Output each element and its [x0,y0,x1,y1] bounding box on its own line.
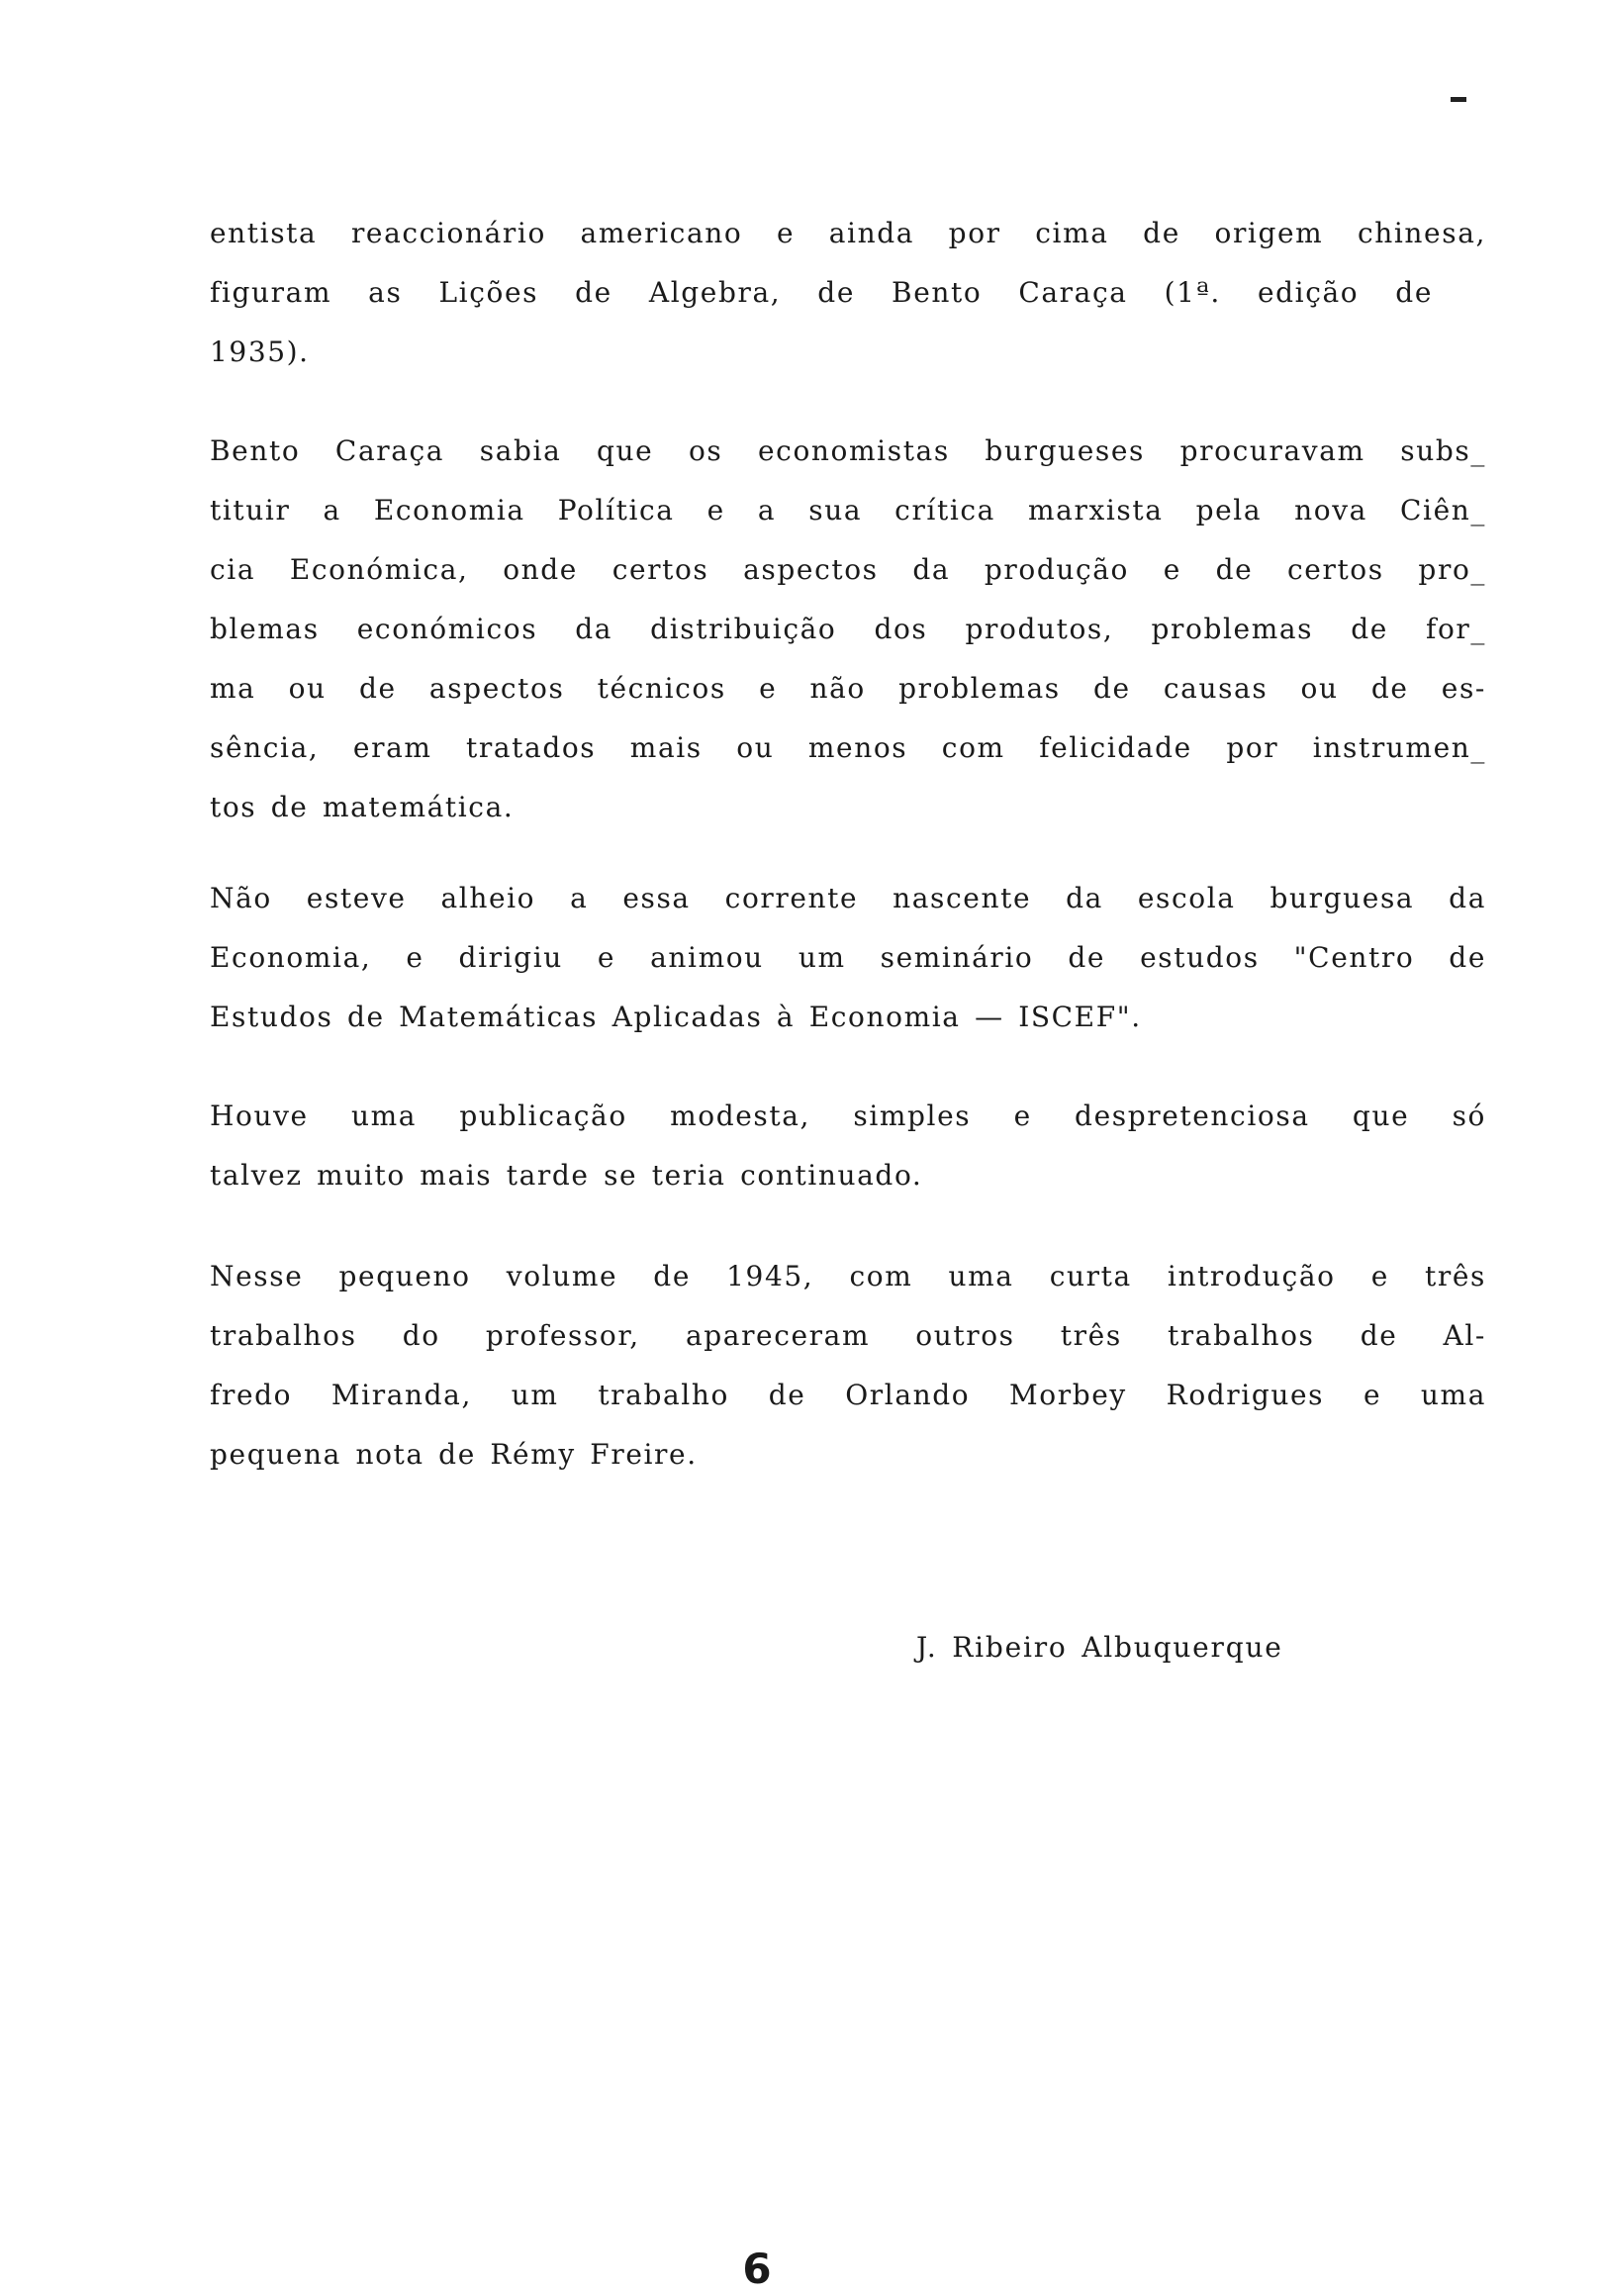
paragraph-line: talvez muito mais tarde se teria continuado. [210,1159,923,1192]
paragraph-line: pequena nota de Rémy Freire. [210,1438,698,1471]
paragraph-line: sência, eram tratados mais ou menos com felicidade por instrumen_ [210,731,1486,764]
page-number: 6 [742,2245,772,2293]
paragraph-4 [210,1087,1486,1205]
paragraph-line: Não esteve alheio a essa corrente nascente da escola burguesa da [210,882,1486,914]
paragraph-line: blemas económicos da distribuição dos produtos, problemas de for_ [210,613,1486,645]
corner-dash-mark [1451,97,1466,102]
paragraph-1 [210,204,1486,382]
paragraph-line: Estudos de Matemáticas Aplicadas à Economia — ISCEF". [210,1001,1142,1033]
paragraph-line: entista reaccionário americano e ainda por cima de origem chinesa, [210,217,1486,249]
paragraph-line: tos de matemática. [210,791,515,823]
paragraph-line: Nesse pequeno volume de 1945, com uma curta introdução e três [210,1260,1486,1292]
paragraph-2 [210,422,1486,837]
paragraph-3 [210,869,1486,1047]
paragraph-line: Houve uma publicação modesta, simples e despretenciosa que só [210,1100,1486,1132]
paragraph-line: trabalhos do professor, apareceram outros três trabalhos de Al- [210,1319,1486,1352]
paragraph-line: Economia, e dirigiu e animou um seminário de estudos "Centro de [210,941,1486,974]
paragraph-line: 1935). [210,335,310,368]
paragraph-line: Bento Caraça sabia que os economistas burgueses procuravam subs_ [210,434,1486,467]
paragraph-line: cia Económica, onde certos aspectos da produção e de certos pro_ [210,553,1486,586]
paragraph-line: fredo Miranda, um trabalho de Orlando Morbey Rodrigues e uma [210,1379,1486,1411]
paragraph-line: figuram as Lições de Algebra, de Bento Caraça (1ª. edição de [210,276,1433,309]
paragraph-line: tituir a Economia Política e a sua crítica marxista pela nova Ciên_ [210,494,1486,526]
paragraph-5 [210,1247,1486,1484]
paragraph-line: ma ou de aspectos técnicos e não problemas de causas ou de es- [210,672,1486,705]
author-signature: J. Ribeiro Albuquerque [916,1631,1283,1664]
